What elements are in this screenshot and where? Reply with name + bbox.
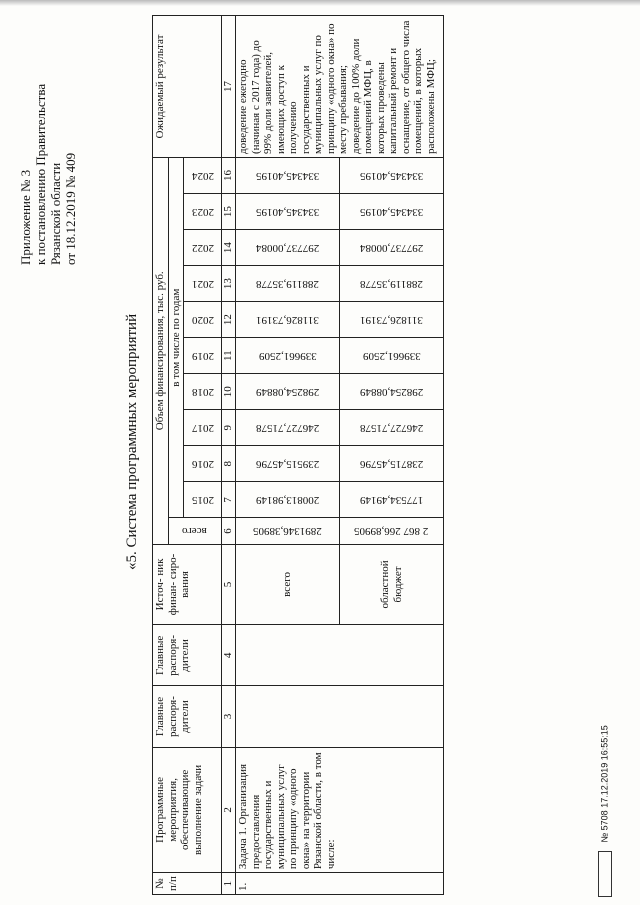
year-cell bbox=[184, 482, 222, 518]
col-number: 6 bbox=[222, 518, 236, 544]
header-total-cell bbox=[168, 518, 222, 544]
value-2020: 311826,73191 bbox=[256, 313, 319, 326]
col-number: 1 bbox=[222, 873, 236, 895]
year-2017: 2017 bbox=[191, 422, 214, 434]
appendix-line-4: от 18.12.2019 № 409 bbox=[63, 152, 78, 265]
value-2023: 334345,40195 bbox=[359, 205, 424, 218]
year-cell bbox=[184, 158, 222, 194]
col-number: 16 bbox=[222, 158, 236, 194]
row-result: доведение ежегодно (начиная с 2017 года) до 99% доли заявителей, имеющих доступ к получению государственных и муниципальных услуг по принципу «одного окна» по месту пребывания; доведение до 100% доли помещений МФЦ, в которых проведены капитальный ремонт и оснащение, от общего числа помещений, в которых расположены МФЦ; bbox=[236, 16, 444, 158]
appendix-line-2: к постановлению Правительства bbox=[33, 83, 48, 265]
value-2022: 297737,00084 bbox=[255, 241, 320, 254]
header-managers: Главные распоря- дители bbox=[153, 686, 222, 747]
row-manager bbox=[236, 686, 444, 747]
value-2021: 288119,35778 bbox=[360, 277, 423, 290]
col-number: 10 bbox=[222, 374, 236, 410]
header-executors: Главные распоря- дители bbox=[153, 625, 222, 686]
value-2016: 238715,45796 bbox=[359, 458, 424, 471]
value-2017: 246727,71578 bbox=[255, 422, 320, 434]
value-2015: 200813,98149 bbox=[255, 494, 320, 507]
value-2020: 311826,73191 bbox=[360, 313, 423, 326]
year-cell bbox=[184, 302, 222, 338]
row-source-regional: областной бюджет bbox=[340, 544, 444, 625]
col-number: 12 bbox=[222, 302, 236, 338]
value-cell bbox=[236, 194, 340, 230]
col-number: 5 bbox=[222, 544, 236, 625]
row-num: 1. bbox=[236, 873, 444, 895]
value-2024: 334345,40195 bbox=[359, 169, 424, 182]
header-result: Ожидаемый результат bbox=[153, 16, 222, 158]
year-2021: 2021 bbox=[191, 277, 214, 290]
value-2024: 334345,40195 bbox=[255, 169, 320, 182]
year-cell bbox=[184, 374, 222, 410]
activities-table bbox=[152, 15, 444, 895]
year-2024: 2024 bbox=[191, 169, 214, 182]
col-number: 8 bbox=[222, 446, 236, 482]
value-2019: 339661,2509 bbox=[258, 349, 317, 362]
col-number: 11 bbox=[222, 338, 236, 374]
value-cell bbox=[236, 338, 340, 374]
header-num: № п/п bbox=[153, 873, 222, 895]
value-cell bbox=[340, 338, 444, 374]
col-number: 13 bbox=[222, 266, 236, 302]
value-cell bbox=[340, 374, 444, 410]
value-2018: 298254,08849 bbox=[359, 385, 424, 398]
year-cell bbox=[184, 266, 222, 302]
year-2015: 2015 bbox=[191, 494, 214, 507]
year-cell bbox=[184, 410, 222, 446]
value-cell bbox=[236, 266, 340, 302]
value-cell bbox=[340, 158, 444, 194]
col-number: 17 bbox=[222, 16, 236, 158]
value-2022: 297737,00084 bbox=[359, 241, 424, 254]
value-2015: 177534,49149 bbox=[359, 494, 424, 507]
header-source: Источ- ник финан- сиро- вания bbox=[153, 544, 222, 625]
year-cell bbox=[184, 338, 222, 374]
header-by-years: в том числе по годам bbox=[168, 158, 184, 518]
year-2022: 2022 bbox=[191, 241, 214, 254]
value-cell bbox=[340, 446, 444, 482]
header-activities: Программные мероприятия, обеспечивающие выполнение задачи bbox=[153, 747, 222, 873]
year-2023: 2023 bbox=[191, 205, 214, 218]
year-2016: 2016 bbox=[191, 458, 214, 471]
stamp-logo-icon bbox=[598, 851, 612, 897]
value-cell bbox=[236, 230, 340, 266]
year-2019: 2019 bbox=[191, 349, 214, 362]
value-2018: 298254,08849 bbox=[255, 385, 320, 398]
col-number: 2 bbox=[222, 747, 236, 873]
header-total: всего bbox=[182, 525, 208, 538]
col-number: 7 bbox=[222, 482, 236, 518]
year-2020: 2020 bbox=[191, 313, 214, 326]
value-2021: 288119,35778 bbox=[256, 277, 319, 290]
col-number: 14 bbox=[222, 230, 236, 266]
year-cell bbox=[184, 446, 222, 482]
value-cell bbox=[236, 410, 340, 446]
row-total: 2891346,38905 bbox=[253, 525, 322, 538]
value-cell bbox=[236, 374, 340, 410]
total-cell bbox=[236, 518, 340, 544]
value-cell bbox=[340, 230, 444, 266]
header-funding: Объем финансирования, тыс. руб. bbox=[153, 158, 169, 545]
col-number: 3 bbox=[222, 686, 236, 747]
value-cell bbox=[340, 194, 444, 230]
value-2016: 239515,45796 bbox=[255, 458, 320, 471]
value-cell bbox=[340, 302, 444, 338]
registration-stamp bbox=[598, 725, 612, 897]
year-cell bbox=[184, 230, 222, 266]
col-number: 15 bbox=[222, 194, 236, 230]
col-number: 4 bbox=[222, 625, 236, 686]
value-cell bbox=[236, 482, 340, 518]
appendix-line-3: Рязанской области bbox=[48, 162, 63, 265]
year-cell bbox=[184, 194, 222, 230]
col-number: 9 bbox=[222, 410, 236, 446]
value-cell bbox=[340, 482, 444, 518]
total-cell bbox=[340, 518, 444, 544]
row-task: Задача 1. Организация предоставления государственных и муниципальных услуг по принципу «одного окна» на территории Рязанской области, в том числе: bbox=[236, 747, 444, 873]
section-title: «5. Система программных мероприятий bbox=[124, 313, 140, 570]
row-total: 2 867 266,89905 bbox=[354, 525, 429, 538]
value-2019: 339661,2509 bbox=[362, 349, 421, 362]
value-cell bbox=[236, 302, 340, 338]
value-cell bbox=[236, 158, 340, 194]
value-2017: 246727,71578 bbox=[359, 422, 424, 434]
value-cell bbox=[340, 266, 444, 302]
year-2018: 2018 bbox=[191, 385, 214, 398]
row-source-total: всего bbox=[236, 544, 340, 625]
appendix-line-1: Приложение № 3 bbox=[18, 169, 33, 265]
value-cell bbox=[340, 410, 444, 446]
value-2023: 334345,40195 bbox=[255, 205, 320, 218]
appendix-block bbox=[18, 15, 78, 265]
value-cell bbox=[236, 446, 340, 482]
row-executor bbox=[236, 625, 444, 686]
stamp-label: № 5708 17.12.2019 16:55:15 bbox=[599, 725, 610, 843]
